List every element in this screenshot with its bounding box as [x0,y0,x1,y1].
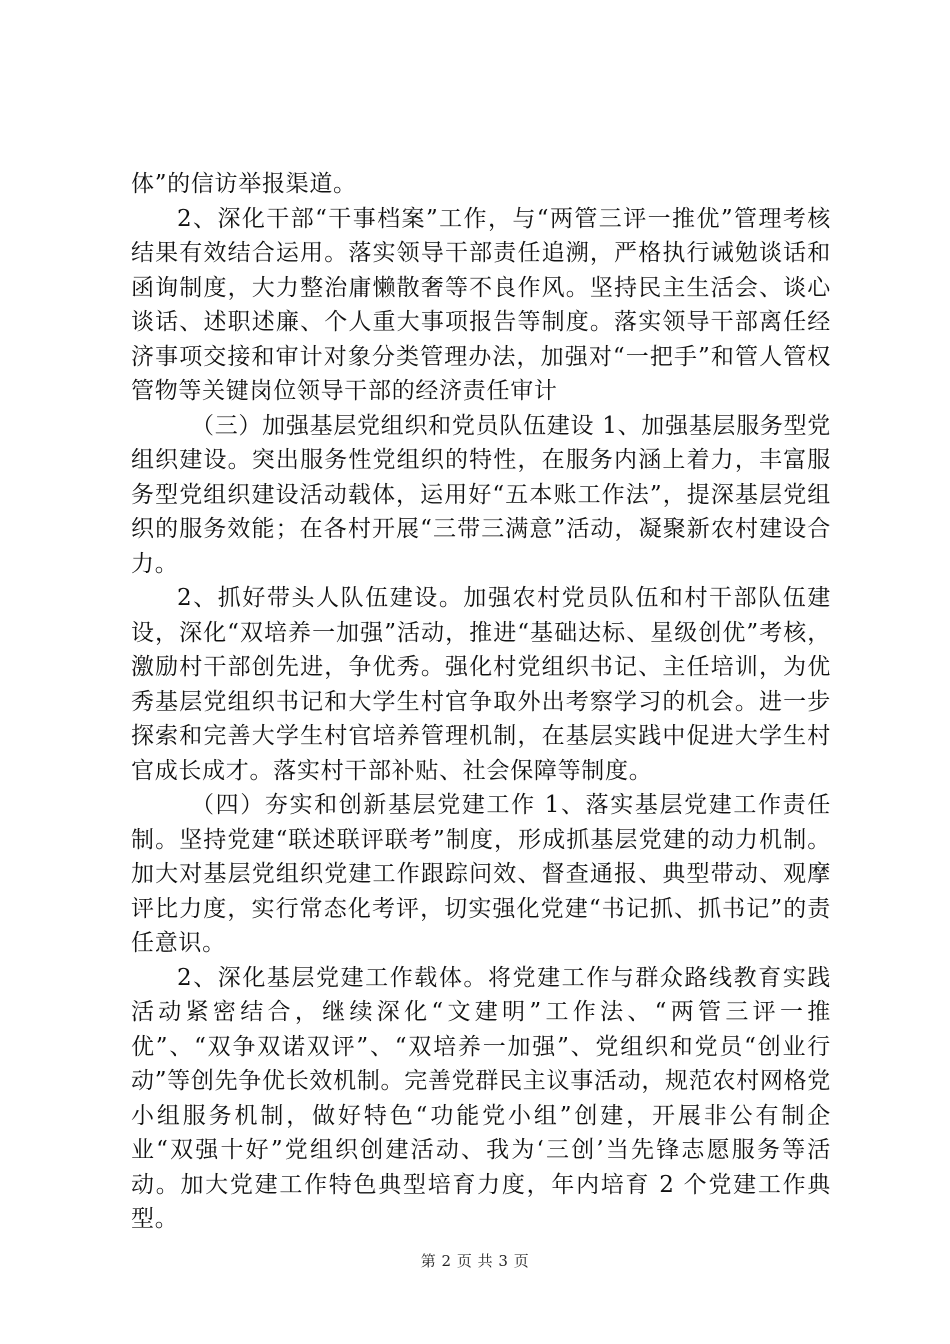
paragraph-continuation: 体”的信访举报渠道。 [131,171,357,197]
paragraph-leader-team: 2、抓好带头人队伍建设。加强农村党员队伍和村干部队伍建设，深化“双培养一加强”活动，推进“基础达标、星级创优”考核，激励村干部创先进，争优秀。强化村党组织书记、主任培训，为优秀基层党组织书记和大学生村官争取外出考察学习的机会。进一步探索和完善大学生村官培养管理机制，在基层实践中促进大学生村官成长成才。落实村干部补贴、社会保障等制度。 [131,585,831,784]
document-body [131,167,831,1237]
paragraph-section-four: （四）夯实和创新基层党建工作 1、落实基层党建工作责任制。坚持党建“联述联评联考”制度，形成抓基层党建的动力机制。加大对基层党组织党建工作跟踪问效、督查通报、典型带动、观摩评比力度，实行常态化考评，切实强化党建“书记抓、抓书记”的责任意识。 [131,792,831,956]
paragraph-party-carrier: 2、深化基层党建工作载体。将党建工作与群众路线教育实践活动紧密结合，继续深化“文建明”工作法、“两管三评一推优”、“双争双诺双评”、“双培养一加强”、党组织和党员“创业行动”等创先争优长效机制。完善党群民主议事活动，规范农村网格党小组服务机制，做好特色“功能党小组”创建，开展非公有制企业“双强十好”党组织创建活动、我为‘三创’当先锋志愿服务等活动。加大党建工作特色典型培育力度，年内培育 2 个党建工作典型。 [131,964,831,1232]
page-number-footer: 第 2 页 共 3 页 [420,1252,530,1270]
paragraph-cadre-archive: 2、深化干部“干事档案”工作，与“两管三评一推优”管理考核结果有效结合运用。落实领导干部责任追溯，严格执行诫勉谈话和函询制度，大力整治庸懒散奢等不良作风。坚持民主生活会、谈心谈话、述职述廉、个人重大事项报告等制度。落实领导干部离任经济事项交接和审计对象分类管理办法，加强对“一把手”和管人管权管物等关键岗位领导干部的经济责任审计 [131,205,831,404]
paragraph-section-three: （三）加强基层党组织和党员队伍建设 1、加强基层服务型党组织建设。突出服务性党组织的特性，在服务内涵上着力，丰富服务型党组织建设活动载体，运用好“五本账工作法”，提深基层党组织的服务效能；在各村开展“三带三满意”活动，凝聚新农村建设合力。 [131,412,831,577]
